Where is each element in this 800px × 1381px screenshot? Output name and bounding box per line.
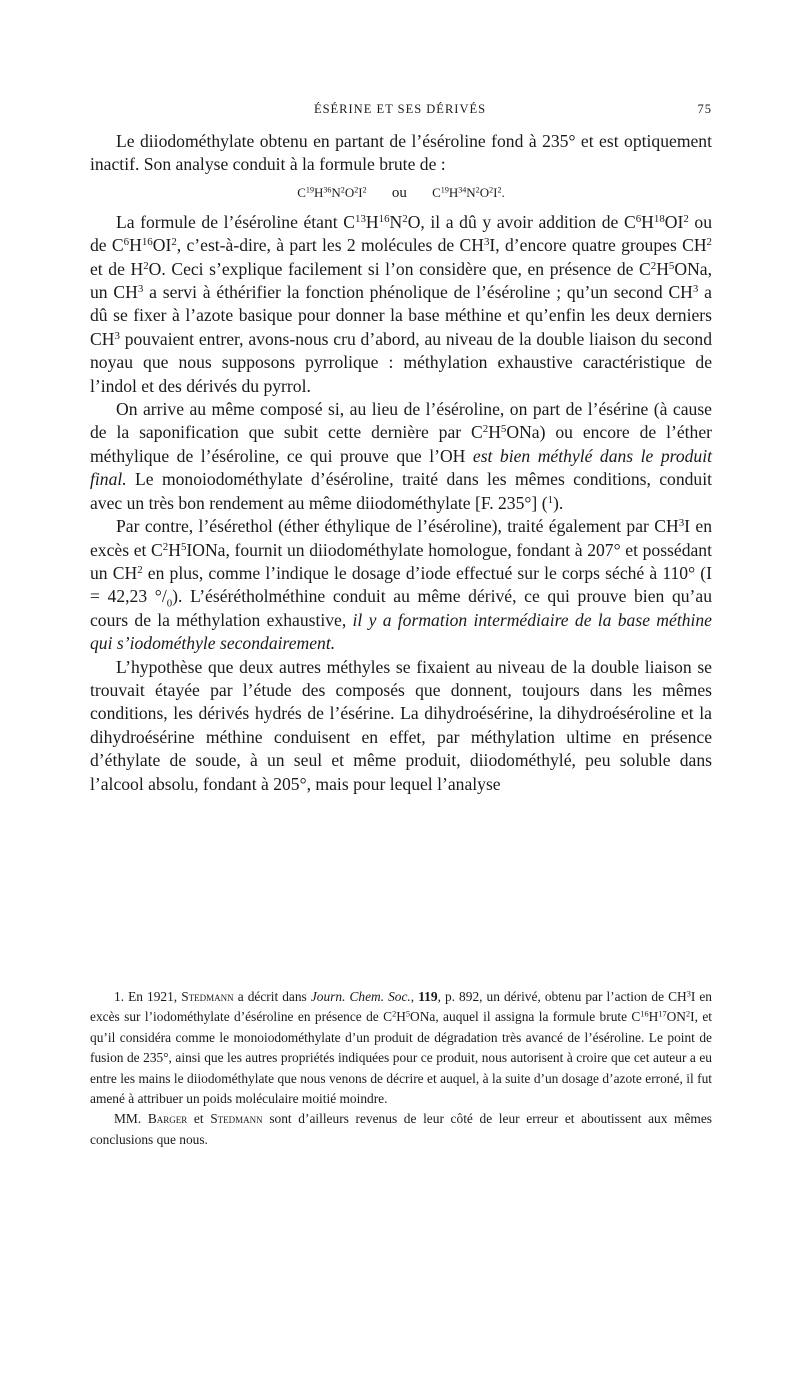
paragraph-same-compound: On arrive au même composé si, au lieu de l’éséroline, on part de l’ésérine (à cause de la saponification que subit cette dernière par $C^2H^5ONa$) ou encore de l’éther méthylique de l’éséroline, ce qui prouve que l’OH est bien méthylé dans le produit final. Le monoiodométhylate d’éséroline, traité dans les mêmes conditions, conduit avec un très bon rendement au même diiodométhylate [F. 235°] ($^1$). <box>90 399 712 513</box>
author-name: Stedmann <box>210 1111 263 1127</box>
formula-line <box>90 183 712 203</box>
paragraph-hypothesis: L’hypothèse que deux autres méthyles se fixaient au niveau de la double liaison se trouvait étayée par l’étude des composés que donnent, toujours dans les mêmes conditions, les dérivés hydrés de l’ésérine. La dihydroésérine, la dihydroéséroline et la dihydroésérine méthine conduisent en effet, par méthylation ultime en présence d’éthylate de soude, à un seul et même produit, diiodométhylé, peu soluble dans l’alcool absolu, fondant à 205°, mais pour lequel l’analyse <box>90 656 712 794</box>
page-number: 75 <box>697 102 712 116</box>
paragraph-eserethol: Par contre, l’ésérethol (éther éthylique de l’éséroline), traité également par $CH^3I$ en excès et $C^2H^5IONa$, fournit un diiodométhylate homologue, fondant à 207° et possédant un $CH^2$ en plus, comme l’indique le dosage d’iode effectué sur le corps séché à 110° (I = 42,23 $^\circ/_0$). L’ésérétholméthine conduit au même dérivé, ce qui prouve bien qu’au cours de la méthylation exhaustive, il y a formation intermédiaire de la base méthine qui s’iodométhyle secondairement. <box>90 516 713 654</box>
paragraph-eseroline-formula: La formule de l’éséroline étant $C^{13}H^{16}N^2O$, il a dû y avoir addition de $C^6H^{18}OI^2$ ou de $C^6H^{16}OI^2$, c’est-à-dire, à part les 2 molécules de $CH^3I$, d’encore quatre groupes $CH^2$ et de $H^2O$. Ceci s’explique facilement si l’on considère que, en présence de $C^2H^5ONa$, un $CH^3$ a servi à éthérifier la fonction phénolique de l’éséroline ; qu’un second $CH^3$ a dû se fixer à l’azote basique pour donner la base méthine et qu’enfin les deux derniers $CH^3$ pouvaient entrer, avons-nous cru d’abord, au niveau de la double liaison du second noyau que nous supposons pyrrolique : méthylation exhaustive caractéristique de l’indol et des dérivés du pyrrol. <box>90 211 712 396</box>
footnotes <box>90 987 712 1150</box>
journal-title: Journ. Chem. Soc. <box>310 989 411 1004</box>
journal-volume: 119 <box>418 989 438 1004</box>
author-name: Barger <box>147 1111 188 1127</box>
main-text <box>90 130 712 796</box>
emphasis-methylated: est bien méthylé dans le produit final. <box>90 445 712 490</box>
author-name: Stedmann <box>181 989 234 1004</box>
running-header <box>88 102 712 122</box>
formula-right: $C^{19}H^{34}N^2O^2I^2$. <box>432 184 505 200</box>
formula-separator: ou <box>391 184 407 201</box>
footnote-ref: 1 <box>547 493 554 506</box>
formula-left: $C^{19}H^{36}N^2O^2I^2$ <box>297 184 367 200</box>
running-title: ÉSÉRINE ET SES DÉRIVÉS <box>313 102 487 116</box>
emphasis-intermediate: il y a formation intermédiaire de la base méthine qui s’iodométhyle secondairement. <box>90 609 712 654</box>
paragraph-diiodomethylate: Le diiodométhylate obtenu en partant de l’éséroline fond à 235° et est optiquement inactif. Son analyse conduit à la formule brute de : <box>90 131 712 175</box>
footnote-2: MM. Barger et Stedmann sont d’ailleurs revenus de leur côté de leur erreur et aboutissent aux mêmes conclusions que nous. <box>90 1111 712 1147</box>
footnote-1: 1. En 1921, Stedmann a décrit dans Journ. Chem. Soc., 119, p. 892, un dérivé, obtenu par l’action de $CH^3I$ en excès sur l’iodométhylate d’éséroline en présence de $C^2H^5ONa$, auquel il assigna la formule brute $C^{16}H^{17}ON^2I$, et qu’il considéra comme le monoiodométhylate d’un produit de dégradation très avancé de l’éséroline. Le point de fusion de 235°, ainsi que les autres propriétés indiquées pour ce produit, nous autorisent à croire que cet auteur a eu entre les mains le diiodométhylate que nous venons de décrire et auquel, à la suite d’un dosage d’azote erroné, il fut amené à attribuer un poids moléculaire moitié moindre. <box>90 989 713 1107</box>
